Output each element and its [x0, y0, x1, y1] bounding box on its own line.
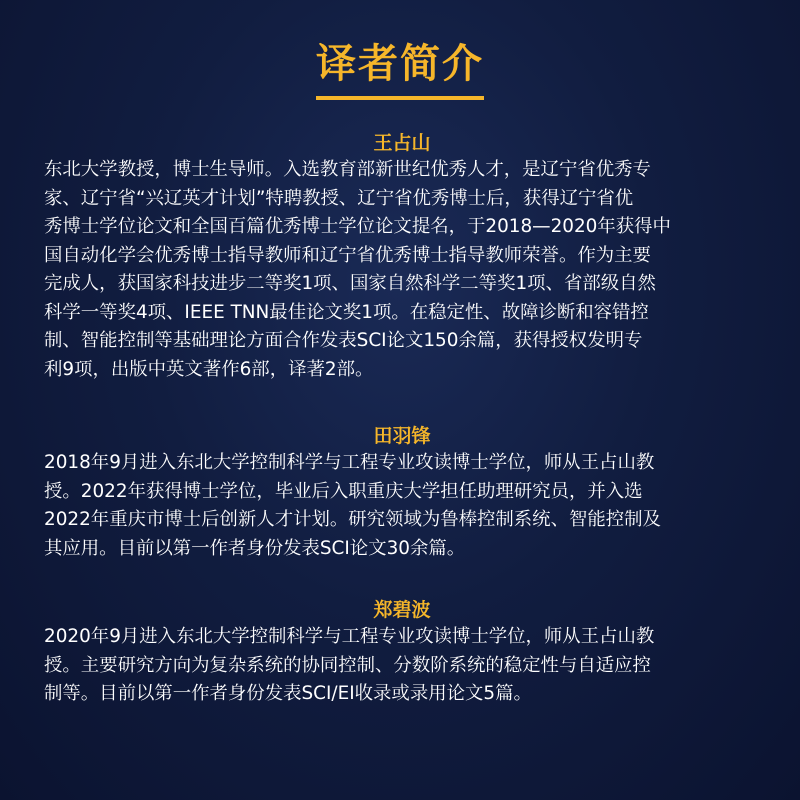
translator-bio — [44, 156, 760, 384]
translator-bio — [44, 623, 760, 709]
bio-line: 东北大学教授，博士生导师。入选教育部新世纪优秀人才，是辽宁省优秀专 — [44, 159, 651, 180]
translator-section-1 — [44, 130, 760, 384]
bio-line: 制、智能控制等基础理论方面合作发表SCI论文150余篇，获得授权发明专 — [44, 330, 643, 351]
bio-line: 授。2022年获得博士学位，毕业后入职重庆大学担任助理研究员，并入选 — [44, 480, 643, 502]
bio-line: 2020年9月进入东北大学控制科学与工程专业攻读博士学位，师从王占山教 — [44, 626, 655, 647]
bio-line: 利9项，出版中英文著作6部，译著2部。 — [44, 358, 374, 380]
title-container — [0, 38, 800, 100]
bio-line: 国自动化学会优秀博士指导教师和辽宁省优秀博士指导教师荣誉。作为主要 — [44, 244, 651, 266]
bio-line: 秀博士学位论文和全国百篇优秀博士学位论文提名，于2018—2020年获得中 — [44, 216, 671, 237]
bio-line: 家、辽宁省“兴辽英才计划”特聘教授、辽宁省优秀博士后，获得辽宁省优 — [44, 187, 634, 209]
translator-section-3 — [44, 597, 760, 709]
bio-line: 授。主要研究方向为复杂系统的协同控制、分数阶系统的稳定性与自适应控 — [44, 654, 651, 676]
translator-name: 王占山 — [373, 132, 431, 154]
page-title: 译者简介 — [316, 38, 484, 100]
translator-bio — [44, 449, 760, 563]
bio-line: 完成人，获国家科技进步二等奖1项、国家自然科学二等奖1项、省部级自然 — [44, 273, 656, 294]
translator-section-2 — [44, 423, 760, 563]
bio-line: 制等。目前以第一作者身份发表SCI/EI收录或录用论文5篇。 — [44, 683, 532, 704]
bio-line: 其应用。目前以第一作者身份发表SCI论文30余篇。 — [44, 537, 466, 559]
bio-line: 2022年重庆市博士后创新人才计划。研究领域为鲁棒控制系统、智能控制及 — [44, 509, 661, 530]
bio-line: 2018年9月进入东北大学控制科学与工程专业攻读博士学位，师从王占山教 — [44, 452, 655, 473]
bio-line: 科学一等奖4项、IEEE TNN最佳论文奖1项。在稳定性、故障诊断和容错控 — [44, 301, 649, 323]
translator-name: 田羽锋 — [373, 425, 431, 447]
translator-name: 郑碧波 — [373, 599, 431, 621]
